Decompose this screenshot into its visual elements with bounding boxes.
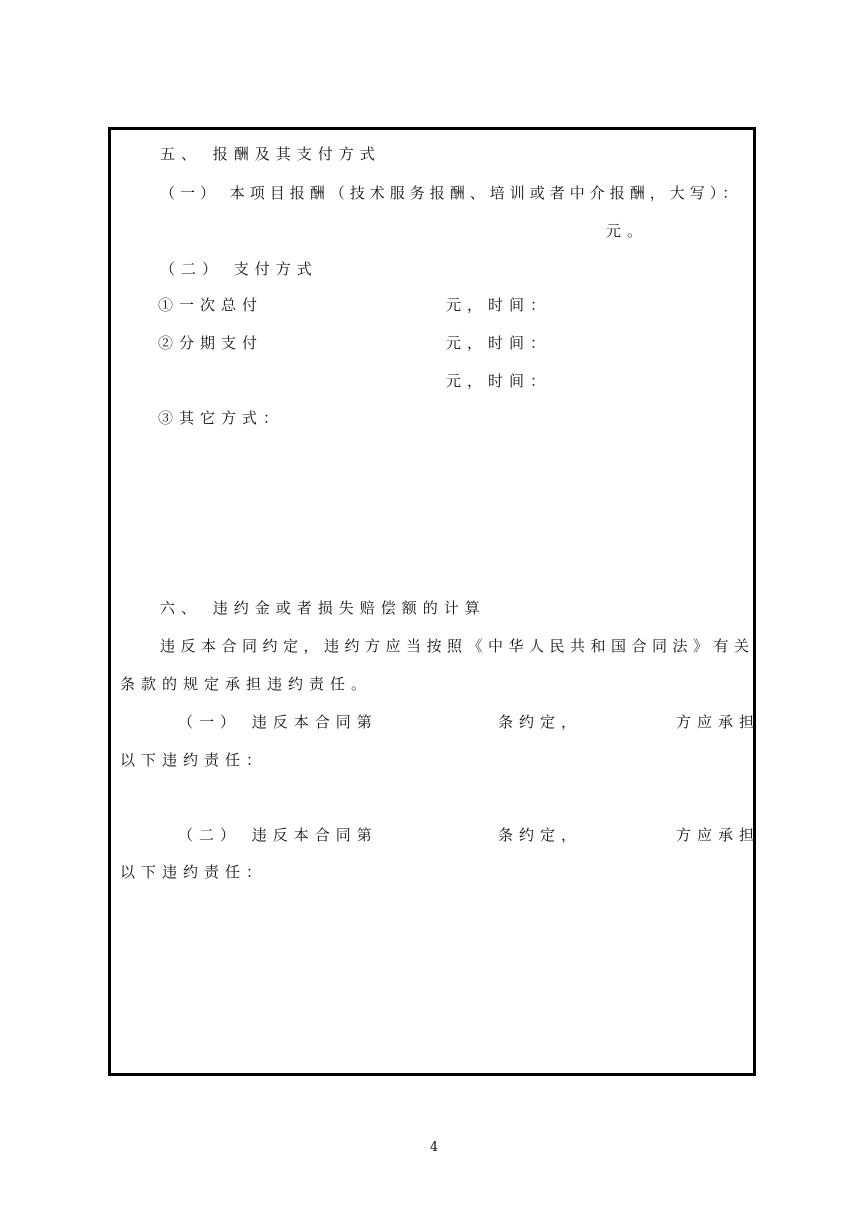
- payment-option-installments-time-1: 元，时间：: [446, 334, 552, 352]
- payment-option-installments: ②分期支付: [158, 334, 264, 352]
- section6-intro-line1: 违反本合同约定，违约方应当按照《中华人民共和国合同法》有关: [160, 637, 755, 655]
- clause2-agreement: 条约定，: [498, 826, 583, 844]
- page-number: 4: [429, 1140, 439, 1155]
- section5-item1: （一） 本项目报酬（技术服务报酬、培训或者中介报酬，大写）：: [160, 184, 743, 202]
- section6-intro-line2: 条款的规定承担违约责任。: [120, 675, 373, 693]
- clause1-party: 方应承担: [676, 713, 761, 731]
- payment-option-installments-time-2: 元，时间：: [446, 372, 552, 390]
- clause1-liability: 以下违约责任：: [120, 751, 268, 769]
- clause2-liability: 以下违约责任：: [120, 863, 268, 881]
- section5-title: 五、 报酬及其支付方式: [160, 145, 381, 163]
- payment-option-lump-sum-time: 元，时间：: [446, 296, 552, 314]
- clause2-party: 方应承担: [676, 826, 761, 844]
- section5-item1-unit: 元。: [606, 222, 649, 240]
- section5-item2: （二） 支付方式: [160, 260, 318, 278]
- clause1-article: （一） 违反本合同第: [178, 713, 378, 731]
- clause2-article: （二） 违反本合同第: [178, 826, 378, 844]
- payment-option-lump-sum: ①一次总付: [158, 296, 264, 314]
- section6-title: 六、 违约金或者损失赔偿额的计算: [160, 599, 486, 617]
- clause1-agreement: 条约定，: [498, 713, 583, 731]
- payment-option-other: ③其它方式：: [158, 409, 285, 427]
